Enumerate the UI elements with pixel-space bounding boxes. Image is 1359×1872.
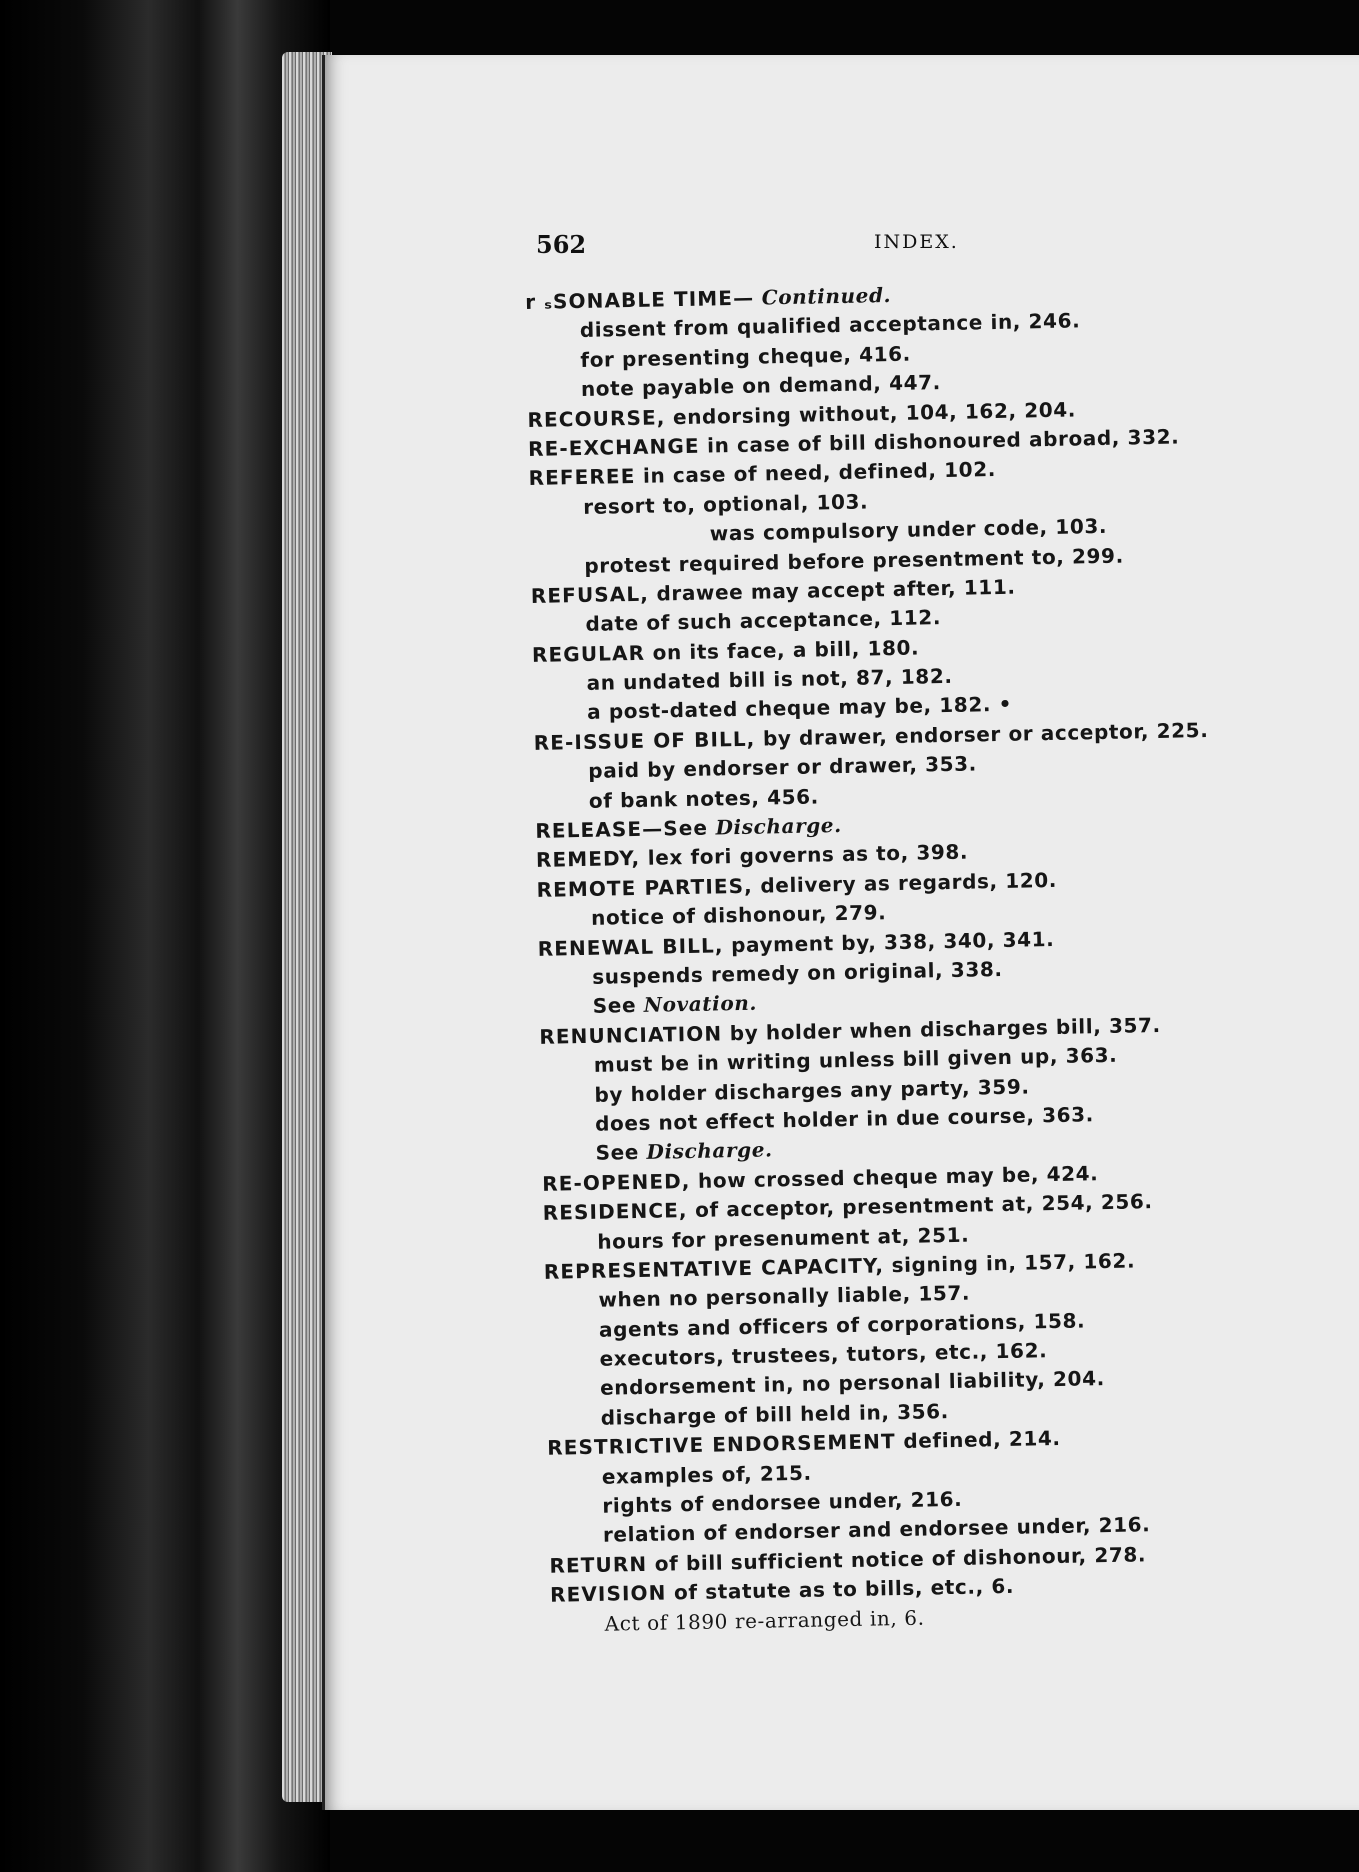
entry-text: signing in, 157, 162.	[883, 1248, 1136, 1278]
entry-text: endorsing without, 104, 162, 204.	[665, 397, 1077, 429]
entry-text: endorsement in, no personal liability, 204.	[599, 1366, 1106, 1401]
entry-text: by holder when discharges bill, 357.	[721, 1012, 1161, 1046]
entry-text: of statute as to bills, etc., 6.	[666, 1574, 1015, 1605]
entry-text: resort to, optional, 103.	[582, 489, 869, 519]
entry-text: See	[595, 1140, 640, 1166]
entry-term: REMOTE PARTIES,	[536, 873, 754, 902]
entry-term: REPRESENTATIVE CAPACITY,	[543, 1253, 885, 1284]
entry-term: RESIDENCE,	[542, 1198, 688, 1225]
entry-text: rights of endorsee under, 216.	[602, 1486, 963, 1518]
entry-text: does not effect holder in due course, 363.	[594, 1102, 1095, 1136]
entry-text: in case of bill dishonoured abroad, 332.	[699, 424, 1180, 458]
entry-text: dissent from qualified acceptance in, 246.	[579, 308, 1081, 343]
entry-text: of acceptor, presentment at, 254, 256.	[687, 1189, 1153, 1223]
page-number: 562	[536, 230, 587, 259]
entry-text: of bill sufficient notice of dishonour, 278.	[646, 1542, 1147, 1576]
entry-text: See	[592, 993, 637, 1019]
book-spine	[0, 0, 330, 1872]
entry-term: RE-OPENED,	[541, 1168, 691, 1196]
entry-text: defined, 214.	[895, 1426, 1061, 1454]
entry-text: payment by, 338, 340, 341.	[723, 926, 1055, 957]
page-header	[536, 230, 986, 260]
entry-term: r ₛSONABLE TIME—	[525, 285, 755, 314]
entry-text: examples of, 215.	[601, 1460, 812, 1489]
entry-text: executors, trustees, tutors, etc., 162.	[599, 1338, 1048, 1371]
entry-text: an undated bill is not, 87, 182.	[586, 663, 953, 695]
entry-text: how crossed cheque may be, 424.	[690, 1160, 1099, 1193]
entry-term: RECOURSE,	[527, 404, 666, 432]
entry-text: when no personally liable, 157.	[598, 1280, 971, 1313]
entry-text: drawee may accept after, 111.	[648, 574, 1016, 606]
entry-text: a post-dated cheque may be, 182. •	[586, 692, 1013, 725]
entry-term: REFUSAL,	[530, 581, 650, 608]
entry-cross-reference: Continued.	[753, 282, 892, 310]
entry-term: REGULAR	[531, 640, 646, 667]
entry-text: paid by endorser or drawer, 353.	[588, 751, 978, 784]
entry-text: must be in writing unless bill given up, 363.	[593, 1042, 1118, 1077]
entry-term: RE-EXCHANGE	[527, 433, 700, 461]
entry-text: notice of dishonour, 279.	[590, 900, 887, 931]
entry-text: by drawer, endorser or acceptor, 225.	[755, 717, 1209, 751]
entry-term: RETURN	[549, 1551, 648, 1578]
entry-text: date of such acceptance, 112.	[585, 605, 942, 637]
entry-text: was compulsory under code, 103.	[709, 513, 1108, 546]
entry-term: RESTRICTIVE ENDORSEMENT	[547, 1429, 896, 1461]
entry-cross-reference: Discharge.	[707, 813, 842, 840]
entry-term: REVISION	[549, 1580, 667, 1607]
index-entries	[525, 272, 1359, 1639]
entry-text: of bank notes, 456.	[588, 784, 820, 813]
entry-cross-reference: Discharge.	[638, 1137, 773, 1165]
entry-text: agents and officers of corporations, 158.	[598, 1308, 1086, 1342]
entry-text: by holder discharges any party, 359.	[594, 1074, 1030, 1107]
entry-text: relation of endorser and endorsee under, 216.	[602, 1512, 1151, 1548]
entry-text: delivery as regards, 120.	[752, 867, 1058, 898]
running-head: INDEX.	[874, 231, 959, 253]
entry-term: RENUNCIATION	[539, 1021, 723, 1049]
entry-term: REFEREE	[528, 464, 636, 491]
entry-term: RE-ISSUE OF BILL,	[533, 726, 756, 755]
entry-term: RELEASE—See	[535, 815, 709, 843]
entry-text: for presenting cheque, 416.	[580, 341, 912, 372]
entry-text: on its face, a bill, 180.	[644, 635, 920, 665]
entry-text: note payable on demand, 447.	[580, 370, 942, 402]
entry-term: REMEDY,	[535, 846, 641, 873]
entry-text: Act of 1890 re-arranged in, 6.	[604, 1605, 925, 1636]
entry-term: RENEWAL BILL,	[537, 932, 724, 961]
entry-text: hours for presenument at, 251.	[597, 1222, 970, 1254]
entry-text: lex fori governs as to, 398.	[639, 840, 969, 871]
entry-text: discharge of bill held in, 356.	[600, 1398, 950, 1430]
entry-text: suspends remedy on original, 338.	[592, 956, 1003, 989]
entry-text: in case of need, defined, 102.	[635, 457, 997, 489]
entry-text: protest required before presentment to, 299.	[584, 543, 1124, 578]
entry-cross-reference: Novation.	[635, 991, 758, 1018]
